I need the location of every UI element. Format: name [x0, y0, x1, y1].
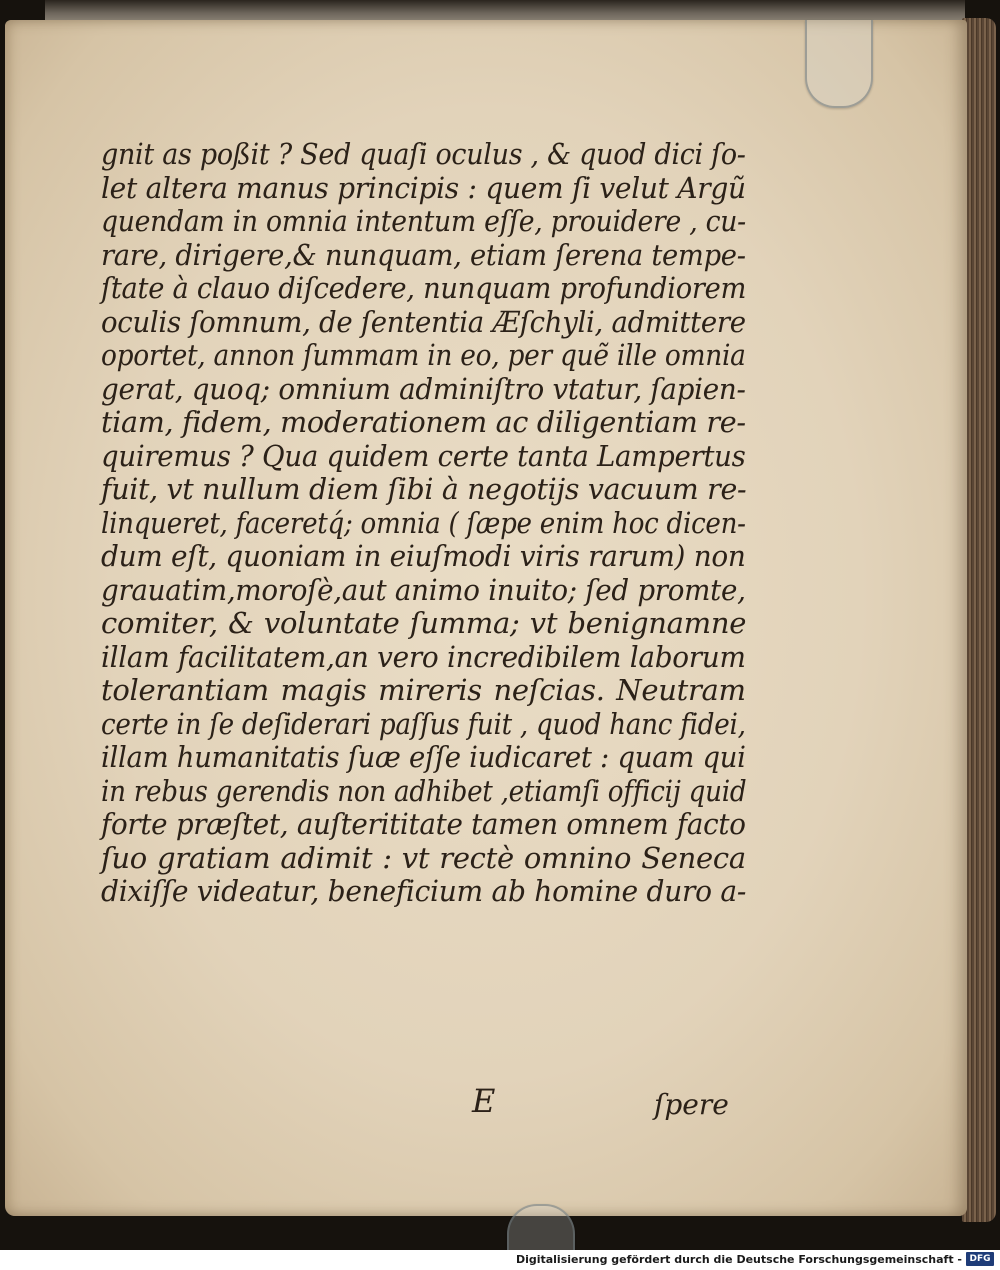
text-line: linqueret, faceretq́; omnia ( ſæpe enim hoc dicen- — [101, 505, 746, 540]
text-line: illam humanitatis ſuæ eſſe iudicaret : quam qui — [101, 740, 746, 774]
book-page-edges — [962, 18, 996, 1222]
funding-credit: Digitalisierung gefördert durch die Deutsche Forschungsgemeinschaft - — [515, 1253, 962, 1266]
text-line: comiter, & voluntate ſumma; vt benignamne — [101, 606, 747, 640]
text-line: certe in ſe deſiderari paſſus fuit , quod hanc fidei, — [101, 706, 746, 741]
dfg-logo: DFG — [966, 1252, 994, 1266]
text-line: forte præſtet, auſterititate tamen omnem facto — [101, 807, 746, 841]
text-line: rare, dirigere,& nunquam, etiam ſerena tempe- — [101, 237, 746, 272]
text-line: illam facilitatem,an vero incredibilem laborum — [101, 639, 746, 674]
bottom-page-clip — [507, 1204, 575, 1250]
text-line: quiremus ? Qua quidem certe tanta Lampertus — [101, 438, 746, 473]
text-line: tiam, fidem, moderationem ac diligentiam re- — [101, 405, 746, 439]
text-line: dixiſſe videatur, beneficium ab homine duro a- — [101, 874, 747, 908]
text-line: in rebus gerendis non adhibet ,etiamſi officij quid — [101, 773, 747, 808]
text-line: quendam in omnia intentum eſſe, prouidere , cu- — [101, 204, 746, 238]
text-line: grauatim,moroſè,aut animo inuito; ſed promte, — [101, 572, 746, 607]
text-line: dum eſt, quoniam in eiuſmodi viris rarum) non — [101, 539, 746, 573]
text-line: gnit as poßit ? Sed quaſi oculus , & quod dici ſo- — [101, 137, 746, 171]
text-line: gerat, quoq; omnium adminiſtro vtatur, ſapien- — [101, 371, 746, 406]
text-line: oportet, annon ſummam in eo, per quẽ ille omnia — [101, 338, 746, 372]
text-line: oculis ſomnum, de ſententia Æſchyli, admittere — [101, 304, 746, 339]
book-page — [5, 20, 967, 1216]
top-page-clip — [805, 20, 873, 108]
text-line: let altera manus principis : quem ſi velut Argũ — [101, 170, 746, 205]
signature-mark: E — [472, 1082, 496, 1120]
footer-bar — [0, 1250, 1000, 1270]
book-top-edge — [45, 0, 965, 22]
body-text — [101, 138, 746, 909]
catchword: ſpere — [654, 1088, 729, 1121]
text-line: tolerantiam magis mireris neſcias. Neutram — [101, 673, 746, 707]
text-line: fuit, vt nullum diem ſibi à negotijs vacuum re- — [101, 472, 747, 506]
text-line: ſtate à clauo diſcedere, nunquam profundiorem — [101, 271, 747, 305]
text-line: ſuo gratiam adimit : vt rectè omnino Seneca — [101, 840, 746, 875]
